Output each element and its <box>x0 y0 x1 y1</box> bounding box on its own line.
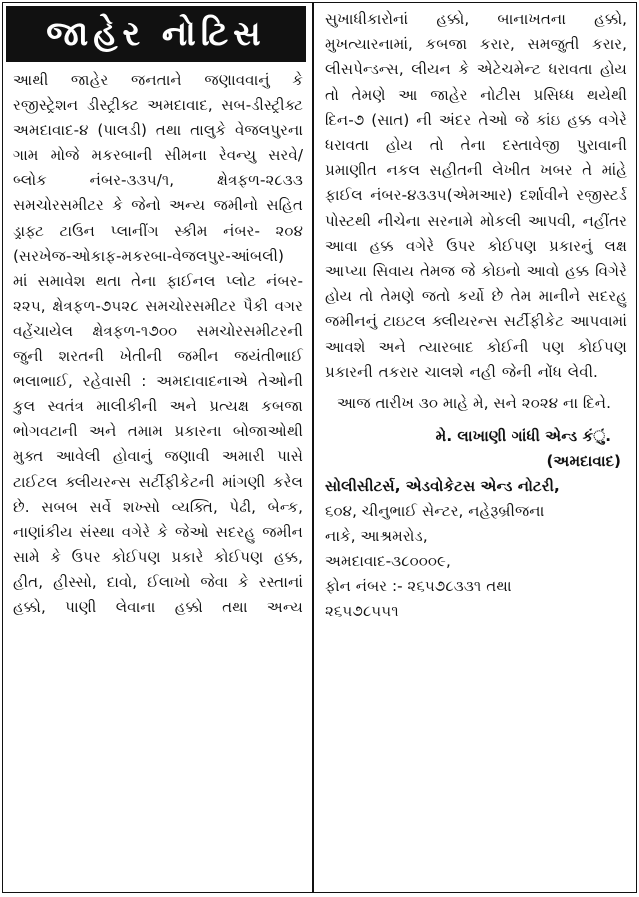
firm-name: મે. લાખાણી ગાંધી એન્ડ કંું. <box>435 427 611 446</box>
notice-date: આજ તારીખ ૩૦ માહે મે, સને ૨૦૨૪ ના દિને. <box>337 394 611 413</box>
phone-line-2: ૨૬૫૭૮૫૫૧ <box>325 602 399 621</box>
phone-line-1: ફોન નંબર :- ૨૬૫૭૮૩૩૧ તથા <box>325 577 512 596</box>
public-notice <box>2 2 637 893</box>
column-divider <box>312 3 314 892</box>
notice-title-banner <box>6 6 306 62</box>
notice-right-column <box>315 3 633 892</box>
address-line-2: નાકે, આશ્રમરોડ, <box>325 527 428 546</box>
notice-body-part1: આથી જાહેર જનતાને જણાવવાનું કે રજીસ્ટ્રેશન ડીસ્ટ્રીક્ટ અમદાવાદ, સબ-ડીસ્ટ્રીક્ટ અમદાવાદ-૪ (પાલડી) તથા તાલુકે વેજલપુરના ગામ મોજે મકરબાની સીમના રેવન્યુ સરવે/બ્લોક નંબર-૩૩૫/૧, ક્ષેત્રફળ-૨૮૩૩ સમચોરસમીટર કે જેનો અન્ય જમીનો સહિત ડ્રાફ્ટ ટાઉન પ્લાનીંગ સ્કીમ નંબર- ૨૦૪ (સરખેજ-ઓકાફ-મકરબા-વેજલપુર-આંબલી) માં સમાવેશ થતા તેના ફાઈનલ પ્લોટ નંબર- ૨૨૫, ક્ષેત્રફળ-૭૫૨૮ સમચોરસમીટર પૈકી વગર વહેંચાયેલ ક્ષેત્રફળ-૧૭૦૦ સમચોરસમીટરની જુની શરતની ખેતીની જમીન જયંતીભાઈ ભલાભાઈ, રહેવાસી : અમદાવાદનાએ તેઓની કુલ સ્વતંત્ર માલીકીની અને પ્રત્યક્ષ કબજા ભોગવટાની અને તમામ પ્રકારના બોજાઓથી મુક્ત આવેલી હોવાનું જણાવી અમારી પાસે ટાઈટલ ક્લીયરન્સ સર્ટીફીકેટની માંગણી કરેલ છે. સબબ સર્વે શખ્સો વ્યક્તિ, પેઢી, બેન્ક, નાણાંકીય સંસ્થા વગેરે કે જેઓ સદરહુ જમીન સામે કે ઉપર કોઈપણ પ્રકારે કોઈપણ હક્ક, હીત, હીસ્સો, દાવો, ઈલાખો જેવા કે રસ્તાનાં હક્કો, પાણી લેવાના હક્કો તથા અન્ય <box>13 71 303 616</box>
notice-left-column <box>3 3 311 892</box>
signature-block <box>325 424 627 624</box>
address-line-3: અમદાવાદ-૩૮૦૦૦૯, <box>325 552 451 571</box>
notice-title: જાહેર નોટિસ <box>46 14 266 54</box>
address-line-1: ૬૦૪, ચીનુભાઈ સેન્ટર, નહેરૂબ્રીજના <box>325 502 545 521</box>
firm-city: (અમદાવાદ) <box>546 452 621 471</box>
notice-body-part2: સુખાધીકારોનાં હક્કો, બાનાખતના હક્કો, મુખત્યારનામાં, કબજા કરાર, સમજુતી કરાર, લીસપેન્ડન્સ, લીયન કે એટેચમેન્ટ ધરાવતા હોય તો તેમણે આ જાહેર નોટીસ પ્રસિધ્ધ થયેથી દિન-૭ (સાત) ની અંદર તેઓ જે કાંઇ હક્ક વગેરે ધરાવતા હોય તો તેના દસ્તાવેજી પુરાવાની પ્રમાણીત નકલ સહીતની લેખીત ખબર તે માંહે ફાઈલ નંબર-૪૩૩૫(એમઆર) દર્શાવીને રજીસ્ટર્ડ પોસ્ટથી નીચેના સરનામે મોકલી આપવી, નહીંતર આવા હક્ક વગેરે ઉપર કોઈપણ પ્રકારનું લક્ષ આપ્યા સિવાય તેમજ જે કોઇનો આવો હક્ક વિગેરે હોય તો તેમણે જતો કર્યો છે તેમ માનીને સદરહુ જમીનનું ટાઇટલ ક્લીયરન્સ સર્ટીફીકેટ આપવામાં આવશે અને ત્યારબાદ કોઈની પણ કોઈપણ પ્રકારની તકરાર ચાલશે નહી જેની નોંધ લેવી. <box>325 10 627 381</box>
firm-title: સોલીસીટર્સ, એડવોકેટસ એન્ડ નોટરી, <box>325 477 560 496</box>
